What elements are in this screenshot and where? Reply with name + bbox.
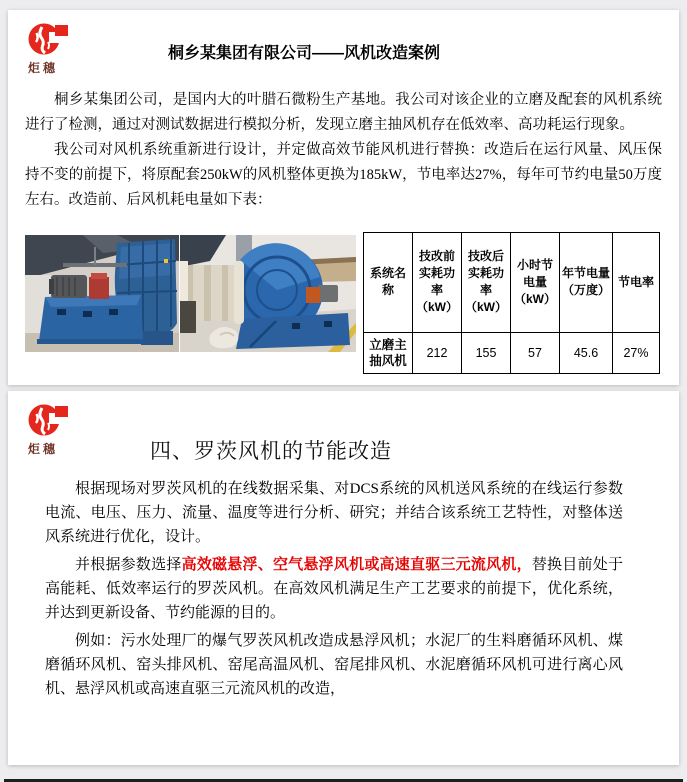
col-header-after: 技改后实耗功率（kW） — [462, 233, 511, 333]
paragraph-text: 并根据参数选择 — [75, 557, 182, 573]
paragraph: 根据现场对罗茨风机的在线数据采集、对DCS系统的风机送风系统的在线运行参数电流、电压、压力、流量、温度等进行分析、研究；并结合该系统工艺特性，对整体送风系统进行优化，设计。 — [45, 481, 623, 545]
page2-body — [45, 477, 623, 705]
page1-body — [25, 88, 662, 213]
flame-logo-icon — [28, 399, 74, 439]
paragraph: 桐乡某集团公司，是国内大的叶腊石微粉生产基地。我公司对该企业的立磨及配套的风机系统进行了检测，通过对测试数据进行模拟分析，发现立磨主抽风机存在低效率、高功耗运行现象。 — [25, 92, 662, 133]
table-row — [364, 332, 660, 373]
col-header-before: 技改前实耗功率（kW） — [413, 233, 462, 333]
col-header-system: 系统名称 — [364, 233, 413, 333]
table-header-row — [364, 233, 660, 333]
logo-wordmark: 炬穗 — [28, 442, 59, 456]
fan-photo-left — [25, 235, 179, 352]
col-header-yearly: 年节电量（万度） — [560, 233, 613, 333]
document-page-1 — [8, 10, 679, 385]
flame-logo-icon — [28, 18, 74, 58]
logo-wordmark: 炬穗 — [28, 61, 59, 75]
cell-power-after: 155 — [462, 332, 511, 373]
paragraph-text: 替换目前处于高能耗、低效率运行的罗茨风机。在高效风机满足生产工艺要求的前提下，优化系统，并达到更新设备、节约能源的目的。 — [45, 557, 623, 621]
energy-savings-table — [363, 232, 660, 374]
company-logo — [28, 399, 80, 457]
col-header-rate: 节电率 — [613, 233, 660, 333]
fan-photo-right — [180, 235, 356, 352]
cell-saving-rate: 27% — [613, 332, 660, 373]
cell-yearly-saving: 45.6 — [560, 332, 613, 373]
section-heading: 四、罗茨风机的节能改造 — [150, 439, 392, 463]
document-title: 桐乡某集团有限公司——风机改造案例 — [168, 45, 441, 62]
cell-system-name: 立磨主抽风机 — [364, 332, 413, 373]
document-page-2 — [8, 391, 679, 765]
col-header-hourly: 小时节电量（kW） — [511, 233, 560, 333]
company-logo — [28, 18, 80, 76]
cell-power-before: 212 — [413, 332, 462, 373]
highlighted-red-text: 高效磁悬浮、空气悬浮风机或高速直驱三元流风机， — [181, 557, 532, 573]
paragraph — [45, 553, 623, 625]
paragraph: 我公司对风机系统重新进行设计，并定做高效节能风机进行替换：改造后在运行风量、风压保持不变的前提下，将原配套250kW的风机整体更换为185kW，节电率达27%，每年可节约电量50万度左右。改造前、后风机耗电量如下表： — [25, 142, 662, 208]
paragraph: 例如：污水处理厂的爆气罗茨风机改造成悬浮风机；水泥厂的生料磨循环风机、煤磨循环风机、窑头排风机、窑尾高温风机、窑尾排风机、水泥磨循环风机可进行离心风机、悬浮风机或高速直驱三元流风机的改造， — [45, 633, 623, 697]
cell-hourly-saving: 57 — [511, 332, 560, 373]
